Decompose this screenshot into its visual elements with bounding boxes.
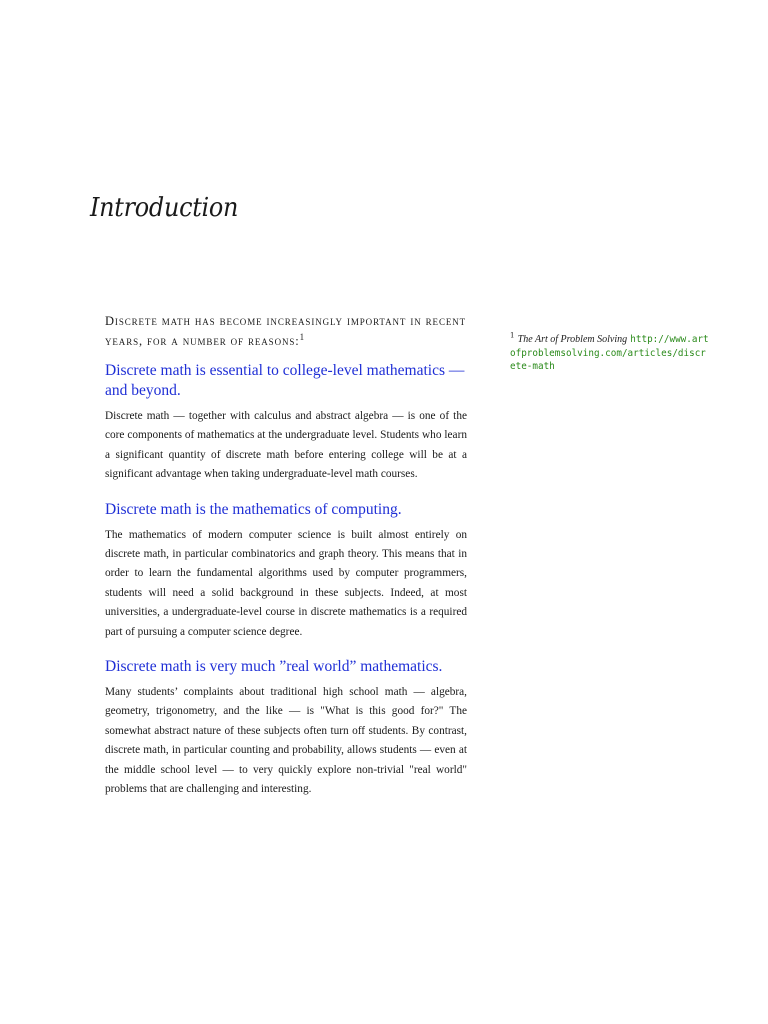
section-real-world	[105, 657, 467, 799]
section-body: Many students’ complaints about traditional high school math — algebra, geometry, trigonometry, and the like — is "What is this good for?" The somewhat abstract nature of these subjects often turn off students. By contrast, discrete math, in particular counting and probability, allows students — even at the middle school level — to very quickly explore non-trivial "real world" problems that are challenging and interesting.	[105, 686, 467, 796]
sidenote-url-link[interactable]: http://www.artofproblemsolving.com/articles/discrete-math	[510, 334, 709, 372]
section-heading: Discrete math is the mathematics of computing.	[105, 500, 402, 518]
chapter-title: Introduction	[90, 193, 239, 223]
lead-text: Discrete math has become increasingly important in recent years, for a number of reasons:	[105, 314, 467, 348]
sidenote-marker: 1	[510, 331, 515, 340]
lead-paragraph	[105, 311, 467, 351]
sidenote-source: The Art of Problem Solving	[517, 334, 628, 345]
section-heading: Discrete math is essential to college-level mathematics — and beyond.	[105, 362, 465, 399]
section-body: Discrete math — together with calculus and abstract algebra — is one of the core components of mathematics at the undergraduate level. Students who learn a significant quantity of discrete math before entering college will be at a significant advantage when taking undergraduate-level math courses.	[105, 410, 467, 481]
section-heading: Discrete math is very much ”real world” mathematics.	[105, 658, 443, 676]
section-college-math	[105, 361, 467, 485]
footnote-marker[interactable]: 1	[299, 331, 305, 342]
margin-footnote	[510, 333, 710, 374]
section-computing	[105, 500, 467, 642]
section-body: The mathematics of modern computer science is built almost entirely on discrete math, in particular combinatorics and graph theory. This means that in order to learn the fundamental algorithms used by computer programmers, students will need a solid background in these subjects. Indeed, at most universities, a undergraduate-level course in discrete mathematics is a required part of pursuing a computer science degree.	[105, 528, 467, 638]
main-text-column	[105, 311, 467, 815]
